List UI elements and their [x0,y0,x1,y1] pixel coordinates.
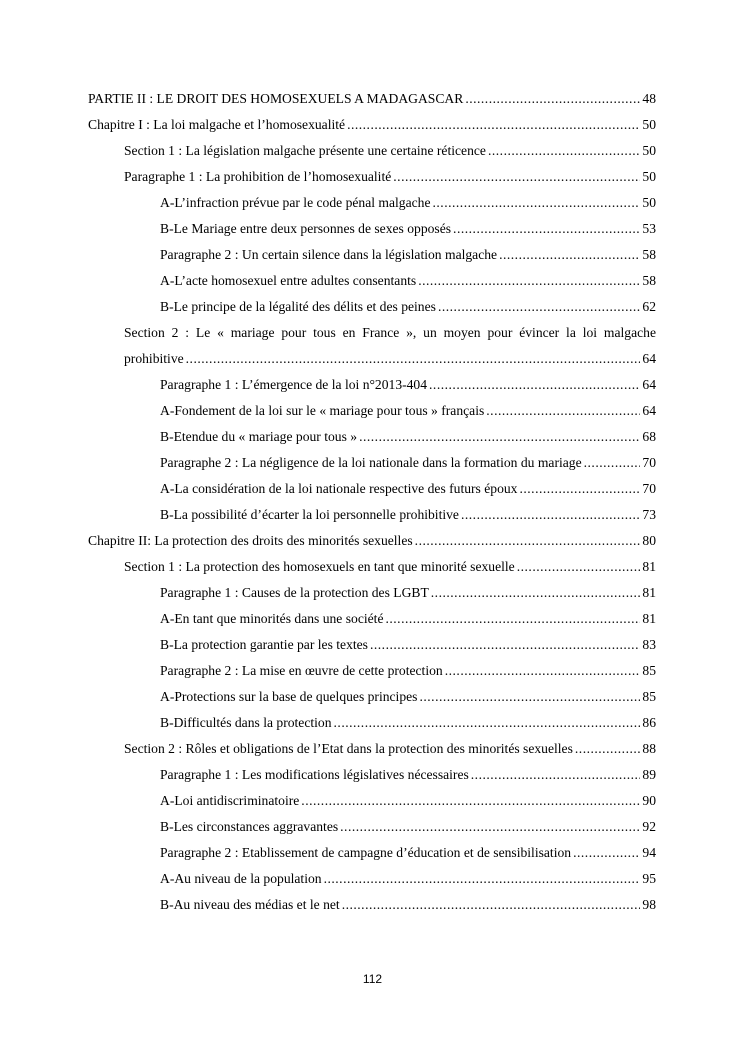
toc-entry-subsection[interactable] [88,268,656,294]
toc-page-number: 70 [642,481,656,496]
toc-page-number: 50 [642,195,656,210]
toc-entry-text: A-Loi antidiscriminatoire [160,793,300,808]
dot-leader [334,710,641,736]
dot-leader [370,632,640,658]
toc-entry-paragraphe[interactable] [88,658,656,684]
toc-entry-text: B-Au niveau des médias et le net [160,897,340,912]
toc-entry-subsection[interactable] [88,710,656,736]
toc-entry-subsection[interactable] [88,632,656,658]
dot-leader [573,840,640,866]
toc-entry-text: PARTIE II : LE DROIT DES HOMOSEXUELS A MADAGASCAR [88,91,464,106]
toc-page-number: 80 [642,533,656,548]
toc-entry-text: Paragraphe 1 : Causes de la protection des LGBT [160,585,429,600]
toc-page-number: 53 [642,221,656,236]
dot-leader [393,164,640,190]
toc-page-number: 88 [642,741,656,756]
toc-entry-section-line2[interactable] [88,346,656,372]
toc-entry-text: B-Le Mariage entre deux personnes de sexes opposés [160,221,452,236]
dot-leader [433,190,641,216]
dot-leader [575,736,641,762]
dot-leader [517,554,641,580]
toc-page-number: 89 [642,767,656,782]
toc-page-number: 50 [642,117,656,132]
toc-entry-section[interactable] [88,554,656,580]
toc-entry-text: A-Fondement de la loi sur le « mariage pour tous » français [160,403,485,418]
toc-page-number: 86 [642,715,656,730]
toc-entry-text: B-Etendue du « mariage pour tous » [160,429,358,444]
dot-leader [418,268,640,294]
dot-leader [486,398,640,424]
toc-entry-subsection[interactable] [88,476,656,502]
toc-page-number: 48 [642,91,656,106]
toc-entry-text: Paragraphe 2 : Un certain silence dans la législation malgache [160,247,498,262]
toc-entry-section[interactable] [88,138,656,164]
toc-entry-subsection[interactable] [88,892,656,918]
toc-page-number: 64 [642,377,656,392]
dot-leader [461,502,640,528]
dot-leader [342,892,641,918]
toc-entry-paragraphe[interactable] [88,580,656,606]
dot-leader [301,788,640,814]
toc-page-number: 58 [642,247,656,262]
dot-leader [488,138,640,164]
dot-leader [453,216,640,242]
toc-page-number: 50 [642,169,656,184]
toc-entry-subsection[interactable] [88,294,656,320]
toc-entry-subsection[interactable] [88,814,656,840]
toc-entry-subsection[interactable] [88,502,656,528]
toc-page-number: 83 [642,637,656,652]
dot-leader [347,112,640,138]
toc-entry-section-line1[interactable] [88,320,656,346]
toc-entry-text: Section 1 : La législation malgache présente une certaine réticence [124,143,486,158]
toc-entry-text: A-La considération de la loi nationale respective des futurs époux [160,481,518,496]
dot-leader [471,762,641,788]
toc-page-number: 94 [642,845,656,860]
toc-page-number: 62 [642,299,656,314]
toc-entry-subsection[interactable] [88,606,656,632]
toc-entry-text: Chapitre I : La loi malgache et l’homosexualité [88,117,346,132]
dot-leader [445,658,641,684]
toc-entry-paragraphe[interactable] [88,164,656,190]
toc-entry-subsection[interactable] [88,866,656,892]
toc-entry-subsection[interactable] [88,684,656,710]
toc-entry-text: Paragraphe 1 : Les modifications législatives nécessaires [160,767,469,782]
toc-entry-subsection[interactable] [88,788,656,814]
toc-entry-text: Paragraphe 2 : La mise en œuvre de cette protection [160,663,443,678]
toc-entry-text: B-Difficultés dans la protection [160,715,332,730]
toc-entry-text: Paragraphe 1 : L’émergence de la loi n°2013-404 [160,377,428,392]
toc-entry-paragraphe[interactable] [88,242,656,268]
toc-page-number: 95 [642,871,656,886]
dot-leader [438,294,640,320]
toc-entry-text: A-L’acte homosexuel entre adultes consentants [160,273,417,288]
toc-entry-text: Section 2 : Le « mariage pour tous en France », un moyen pour évincer la loi malgache [124,325,656,340]
toc-page-number: 81 [642,559,656,574]
dot-leader [340,814,640,840]
dot-leader [429,372,640,398]
page-number-footer: 112 [362,972,383,986]
toc-entry-partie-2[interactable] [88,86,656,112]
toc-entry-text: A-Protections sur la base de quelques principes [160,689,418,704]
toc-page-number: 73 [642,507,656,522]
toc-page-number: 64 [642,403,656,418]
dot-leader [385,606,640,632]
toc-entry-text: B-La protection garantie par les textes [160,637,368,652]
toc-page-number: 85 [642,689,656,704]
toc-entry-section[interactable] [88,736,656,762]
toc-entry-text: Section 1 : La protection des homosexuels en tant que minorité sexuelle [124,559,515,574]
toc-entry-text: Chapitre II: La protection des droits des minorités sexuelles [88,533,413,548]
toc-page-number: 92 [642,819,656,834]
dot-leader [359,424,640,450]
toc-page-number: 98 [642,897,656,912]
toc-entry-paragraphe[interactable] [88,372,656,398]
toc-entry-text: Paragraphe 2 : Etablissement de campagne d’éducation et de sensibilisation [160,845,572,860]
table-of-contents [88,86,656,918]
toc-page-number: 64 [642,351,656,366]
toc-entry-chapitre-2[interactable] [88,528,656,554]
toc-entry-text: B-Les circonstances aggravantes [160,819,339,834]
dot-leader [415,528,641,554]
toc-entry-text: A-L’infraction prévue par le code pénal malgache [160,195,431,210]
toc-entry-text: A-Au niveau de la population [160,871,322,886]
dot-leader [419,684,640,710]
dot-leader [584,450,641,476]
toc-entry-subsection[interactable] [88,424,656,450]
toc-entry-text: prohibitive [124,351,184,366]
toc-page-number: 81 [642,585,656,600]
toc-entry-text: B-La possibilité d’écarter la loi personnelle prohibitive [160,507,459,522]
toc-entry-subsection[interactable] [88,398,656,424]
dot-leader [499,242,640,268]
toc-entry-text: Section 2 : Rôles et obligations de l’Etat dans la protection des minorités sexuelles [124,741,573,756]
toc-page-number: 85 [642,663,656,678]
toc-entry-subsection[interactable] [88,190,656,216]
toc-page-number: 70 [642,455,656,470]
dot-leader [431,580,641,606]
toc-page-number: 90 [642,793,656,808]
toc-entry-text: B-Le principe de la légalité des délits et des peines [160,299,436,314]
toc-page-number: 68 [642,429,656,444]
toc-page-number: 58 [642,273,656,288]
dot-leader [186,346,641,372]
dot-leader [324,866,641,892]
toc-entry-chapitre-1[interactable] [88,112,656,138]
toc-entry-paragraphe[interactable] [88,840,656,866]
toc-entry-paragraphe[interactable] [88,450,656,476]
dot-leader [465,86,640,112]
toc-entry-text: Paragraphe 2 : La négligence de la loi nationale dans la formation du mariage [160,455,582,470]
toc-entry-paragraphe[interactable] [88,762,656,788]
toc-entry-text: A-En tant que minorités dans une société [160,611,384,626]
toc-entry-subsection[interactable] [88,216,656,242]
dot-leader [519,476,640,502]
toc-entry-text: Paragraphe 1 : La prohibition de l’homosexualité [124,169,392,184]
toc-page-number: 50 [642,143,656,158]
toc-page-number: 81 [642,611,656,626]
